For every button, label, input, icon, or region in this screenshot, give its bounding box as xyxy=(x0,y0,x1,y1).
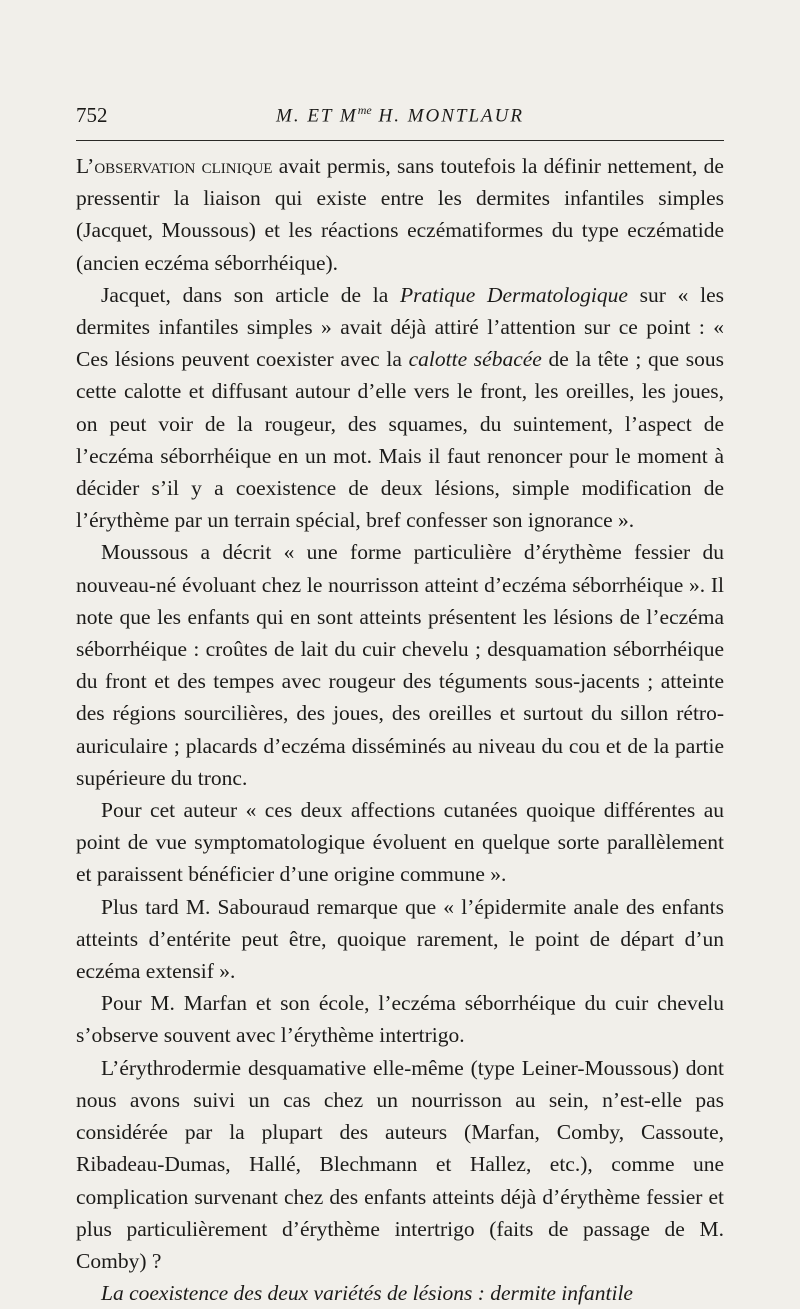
italic-heading-line: La coexistence des deux variétés de lésions : dermite infantile xyxy=(101,1281,633,1306)
paragraph-7: L’érythrodermie desquamative elle-même (type Leiner-Moussous) dont nous avons suivi un cas chez un nourrisson au sein, n’est-elle pas considérée par la plupart des auteurs (Marfan, Comby, Cassoute, Ribadeau-Dumas, Hallé, Blechmann et Hallez, etc.), comme une complication survenant chez des enfants atteints déjà d’érythème fessier et plus particulièrement d’érythème intertrigo (faits de passage de M. Comby) ? xyxy=(76,1055,724,1273)
paragraph-2-text-b: sur « les dermites infantiles simples » avait déjà attiré l’attention sur ce point : « Ces lésions peuvent coexister avec la xyxy=(76,282,724,372)
header-rule xyxy=(76,140,724,141)
page-number: 752 xyxy=(76,103,108,127)
italic-term: calotte sébacée xyxy=(408,347,542,372)
paragraph-2-text-a: Jacquet, dans son article de la xyxy=(101,282,400,307)
italic-work-title: Pratique Dermatologique xyxy=(400,282,628,307)
paragraph-1 xyxy=(76,150,724,279)
paragraph-5: Plus tard M. Sabouraud remarque que « l’épidermite anale des enfants atteints d’entérite peut être, quoique rarement, le point de départ d’un eczéma extensif ». xyxy=(76,894,724,984)
running-title xyxy=(76,103,724,127)
paragraph-4: Pour cet auteur « ces deux affections cutanées quoique différentes au point de vue symptomatologique évoluent en quelque sorte parallèlement et paraissent bénéficier d’une origine commune ». xyxy=(76,798,724,887)
body-text xyxy=(76,150,724,1309)
paragraph-3: Moussous a décrit « une forme particulière d’érythème fessier du nouveau-né évoluant chez le nourrisson atteint d’eczéma séborrhéique ». Il note que les enfants qui en sont atteints présentent les lésions de l’eczéma séborrhéique : croûtes de lait du cuir chevelu ; desquamation séborrhéique du front et des tempes avec rougeur des téguments sous-jacents ; atteinte des régions sourcilières, des joues, des oreilles et surtout du sillon rétro-auriculaire ; placards d’eczéma disséminés au niveau du cou et de la partie supérieure du tronc. xyxy=(76,540,724,790)
paragraph-lead-smallcaps: L’observation clinique xyxy=(76,154,273,178)
paragraph-2-text-c: de la tête ; que sous cette calotte et diffusant autour d’elle vers le front, les oreilles, les joues, on peut voir de la rougeur, des squames, du suintement, l’aspect de l’eczéma séborrhéique en un mot. Mais il faut renoncer pour le moment à décider s’il y a coexistence de deux lésions, simple modification de l’érythème par un terrain spécial, bref confesser son ignorance ». xyxy=(76,347,725,533)
paragraph-2 xyxy=(76,279,724,537)
running-header xyxy=(76,103,724,133)
paragraph-8 xyxy=(76,1277,724,1309)
title-superscript: me xyxy=(357,103,372,117)
title-surname: H. MONTLAUR xyxy=(371,105,524,127)
paragraph-1-text: avait permis, sans toutefois la définir nettement, de pressentir la liaison qui existe entre les dermites infantiles simples (Jacquet, Moussous) et les réactions eczématiformes du type eczématide (ancien eczéma séborrhéique). xyxy=(76,154,724,275)
paragraph-6: Pour M. Marfan et son école, l’eczéma séborrhéique du cuir chevelu s’observe souvent avec l’érythème intertrigo. xyxy=(76,991,724,1048)
title-authors: M. ET M xyxy=(276,105,358,127)
